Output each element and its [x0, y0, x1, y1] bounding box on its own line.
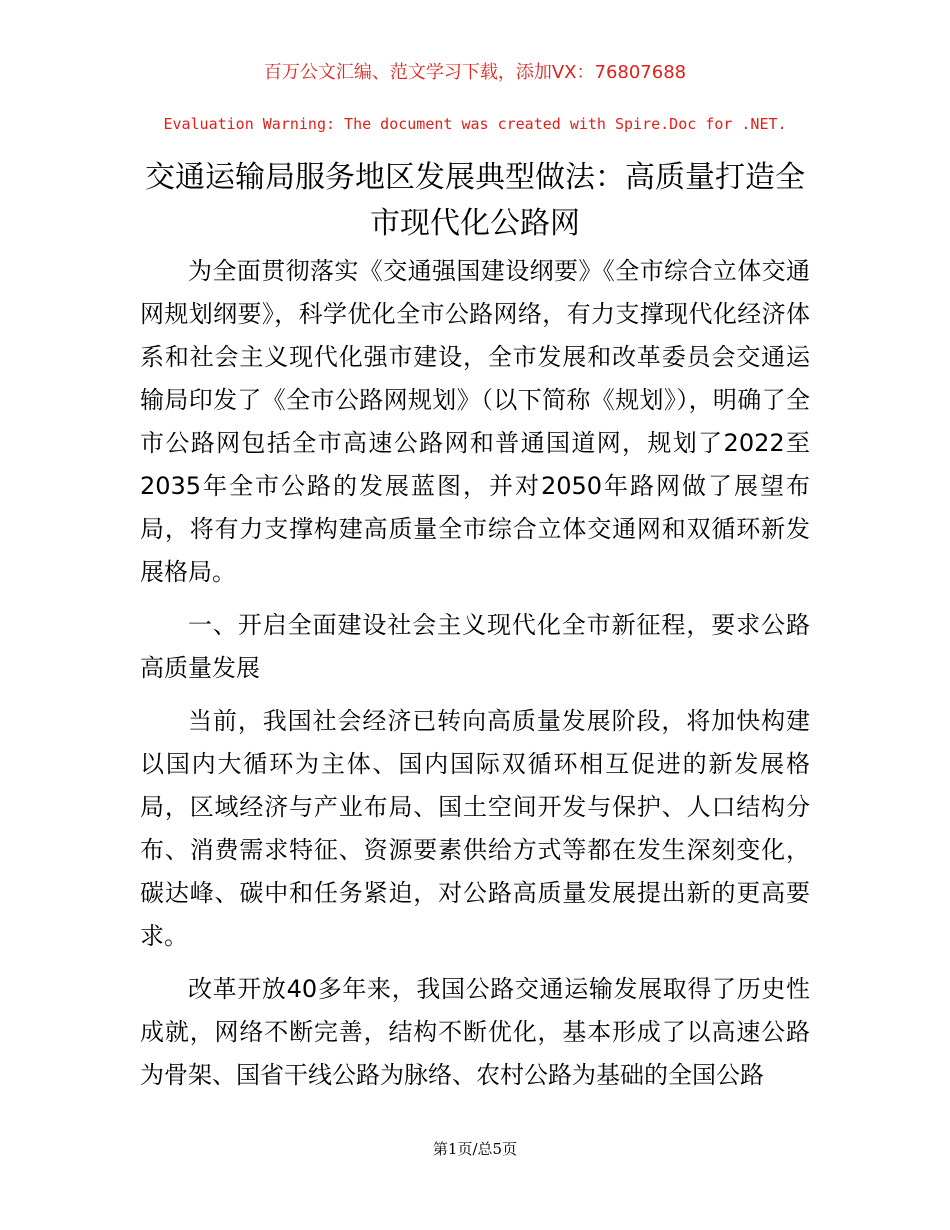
- paragraph-reform-history: 改革开放40多年来，我国公路交通运输发展取得了历史性成就，网络不断完善，结构不断优化，基本形成了以高速公路为骨架、国省干线公路为脉络、农村公路为基础的全国公路: [140, 975, 810, 1089]
- paragraph-current-situation: 当前，我国社会经济已转向高质量发展阶段，将加快构建以国内大循环为主体、国内国际双循环相互促进的新发展格局，区域经济与产业布局、国土空间开发与保护、人口结构分布、消费需求特征、资源要素供给方式等都在发生深刻变化，碳达峰、碳中和任务紧迫，对公路高质量发展提出新的更高要求。: [140, 707, 810, 950]
- section-heading-1: 一、开启全面建设社会主义现代化全市新征程，要求公路高质量发展: [140, 611, 810, 682]
- document-title: 交通运输局服务地区发展典型做法：高质量打造全市现代化公路网: [145, 160, 805, 241]
- evaluation-warning: Evaluation Warning: The document was created with Spire.Doc for .NET.: [163, 115, 787, 133]
- document-body: [140, 250, 810, 1107]
- page-number: 第1页/总5页: [432, 1140, 518, 1158]
- paragraph-intro: 为全面贯彻落实《交通强国建设纲要》《全市综合立体交通网规划纲要》，科学优化全市公路网络，有力支撑现代化经济体系和社会主义现代化强市建设，全市发展和改革委员会交通运输局印发了《全市公路网规划》（以下简称《规划》），明确了全市公路网包括全市高速公路网和普通国道网，规划了2022至2035年全市公路的发展蓝图，并对2050年路网做了展望布局，将有力支撑构建高质量全市综合立体交通网和双循环新发展格局。: [140, 257, 810, 586]
- header-banner: 百万公文汇编、范文学习下载，添加VX：76807688: [263, 62, 687, 83]
